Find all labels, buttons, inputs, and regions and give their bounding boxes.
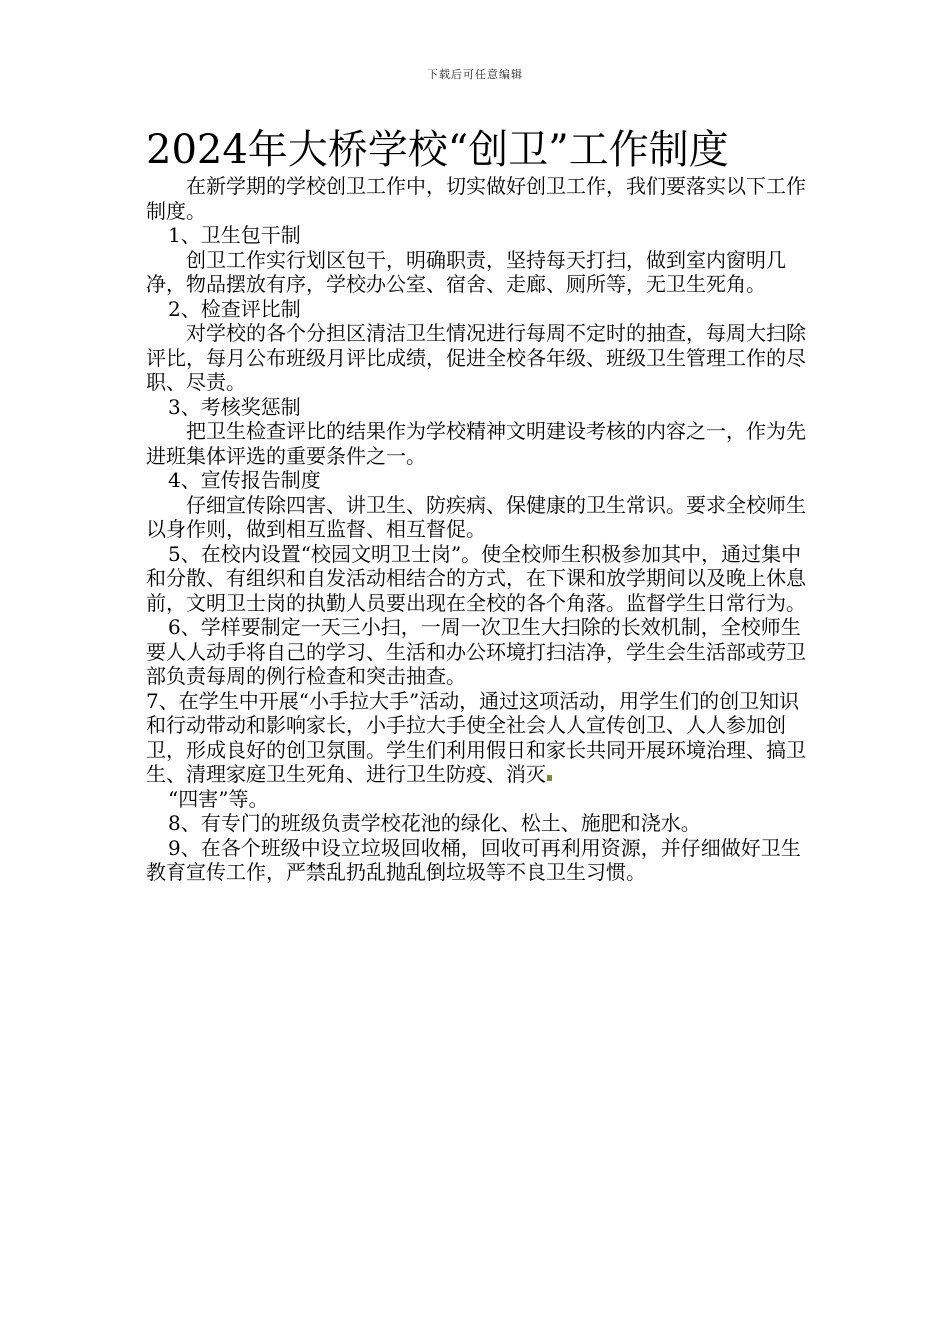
section-2-heading: 2、检查评比制 [168, 296, 301, 321]
section-1-heading: 1、卫生包干制 [168, 223, 301, 247]
document-body [146, 174, 810, 885]
item-7-text: 7、在学生中开展“小手拉大手”活动，通过这项活动，用学生们的创卫知识和行动带动和影响家长，小手拉大手使全社会人人宣传创卫、人人参加创卫，形成良好的创卫氛围。学生们利用假日和家长共同开展环境治理、搞卫生、清理家庭卫生死角、进行卫生防疫、消灭 [146, 688, 806, 786]
item-6-paragraph: 6、学样要制定一天三小扫，一周一次卫生大扫除的长效机制，全校师生要人人动手将自己的学习、生活和办公环境打扫洁净，学生会生活部或劳卫部负责每周的例行检查和突击抽查。 [146, 615, 806, 688]
intro-paragraph: 在新学期的学校创卫工作中，切实做好创卫工作，我们要落实以下工作制度。 [146, 174, 806, 223]
section-3-heading: 3、考核奖惩制 [168, 394, 301, 419]
item-9-paragraph: 9、在各个班级中设立垃圾回收桶，回收可再利用资源，并仔细做好卫生教育宣传工作，严禁乱扔乱抛乱倒垃圾等不良卫生习惯。 [146, 835, 801, 884]
section-1-body: 创卫工作实行划区包干，明确职责，坚持每天打扫，做到室内窗明几净，物品摆放有序，学校办公室、宿舍、走廊、厕所等，无卫生死角。 [146, 247, 786, 296]
section-3-body: 把卫生检查评比的结果作为学校精神文明建设考核的内容之一，作为先进班集体评选的重要条件之一。 [146, 419, 806, 468]
header-note: 下载后可任意编辑 [427, 68, 523, 81]
section-4-body: 仔细宣传除四害、讲卫生、防疾病、保健康的卫生常识。要求全校师生以身作则，做到相互监督、相互督促。 [146, 492, 806, 541]
item-7-continuation: “四害”等。 [168, 786, 269, 811]
section-4-heading: 4、宣传报告制度 [168, 468, 321, 492]
section-2-body: 对学校的各个分担区清洁卫生情况进行每周不定时的抽查，每周大扫除评比，每月公布班级月评比成绩，促进全校各年级、班级卫生管理工作的尽职、尽责。 [146, 321, 806, 394]
item-7-paragraph [146, 689, 810, 787]
item-8-paragraph: 8、有专门的班级负责学校花池的绿化、松土、施肥和浇水。 [168, 811, 701, 835]
paragraph-mark-icon [547, 775, 552, 781]
document-title: 2024年大桥学校“创卫”工作制度 [146, 127, 729, 173]
item-5-paragraph: 5、在校内设置“校园文明卫士岗”。使全校师生积极参加其中，通过集中和分散、有组织和自发活动相结合的方式，在下课和放学期间以及晚上休息前，文明卫士岗的执勤人员要出现在全校的各个角落。监督学生日常行为。 [146, 541, 806, 615]
